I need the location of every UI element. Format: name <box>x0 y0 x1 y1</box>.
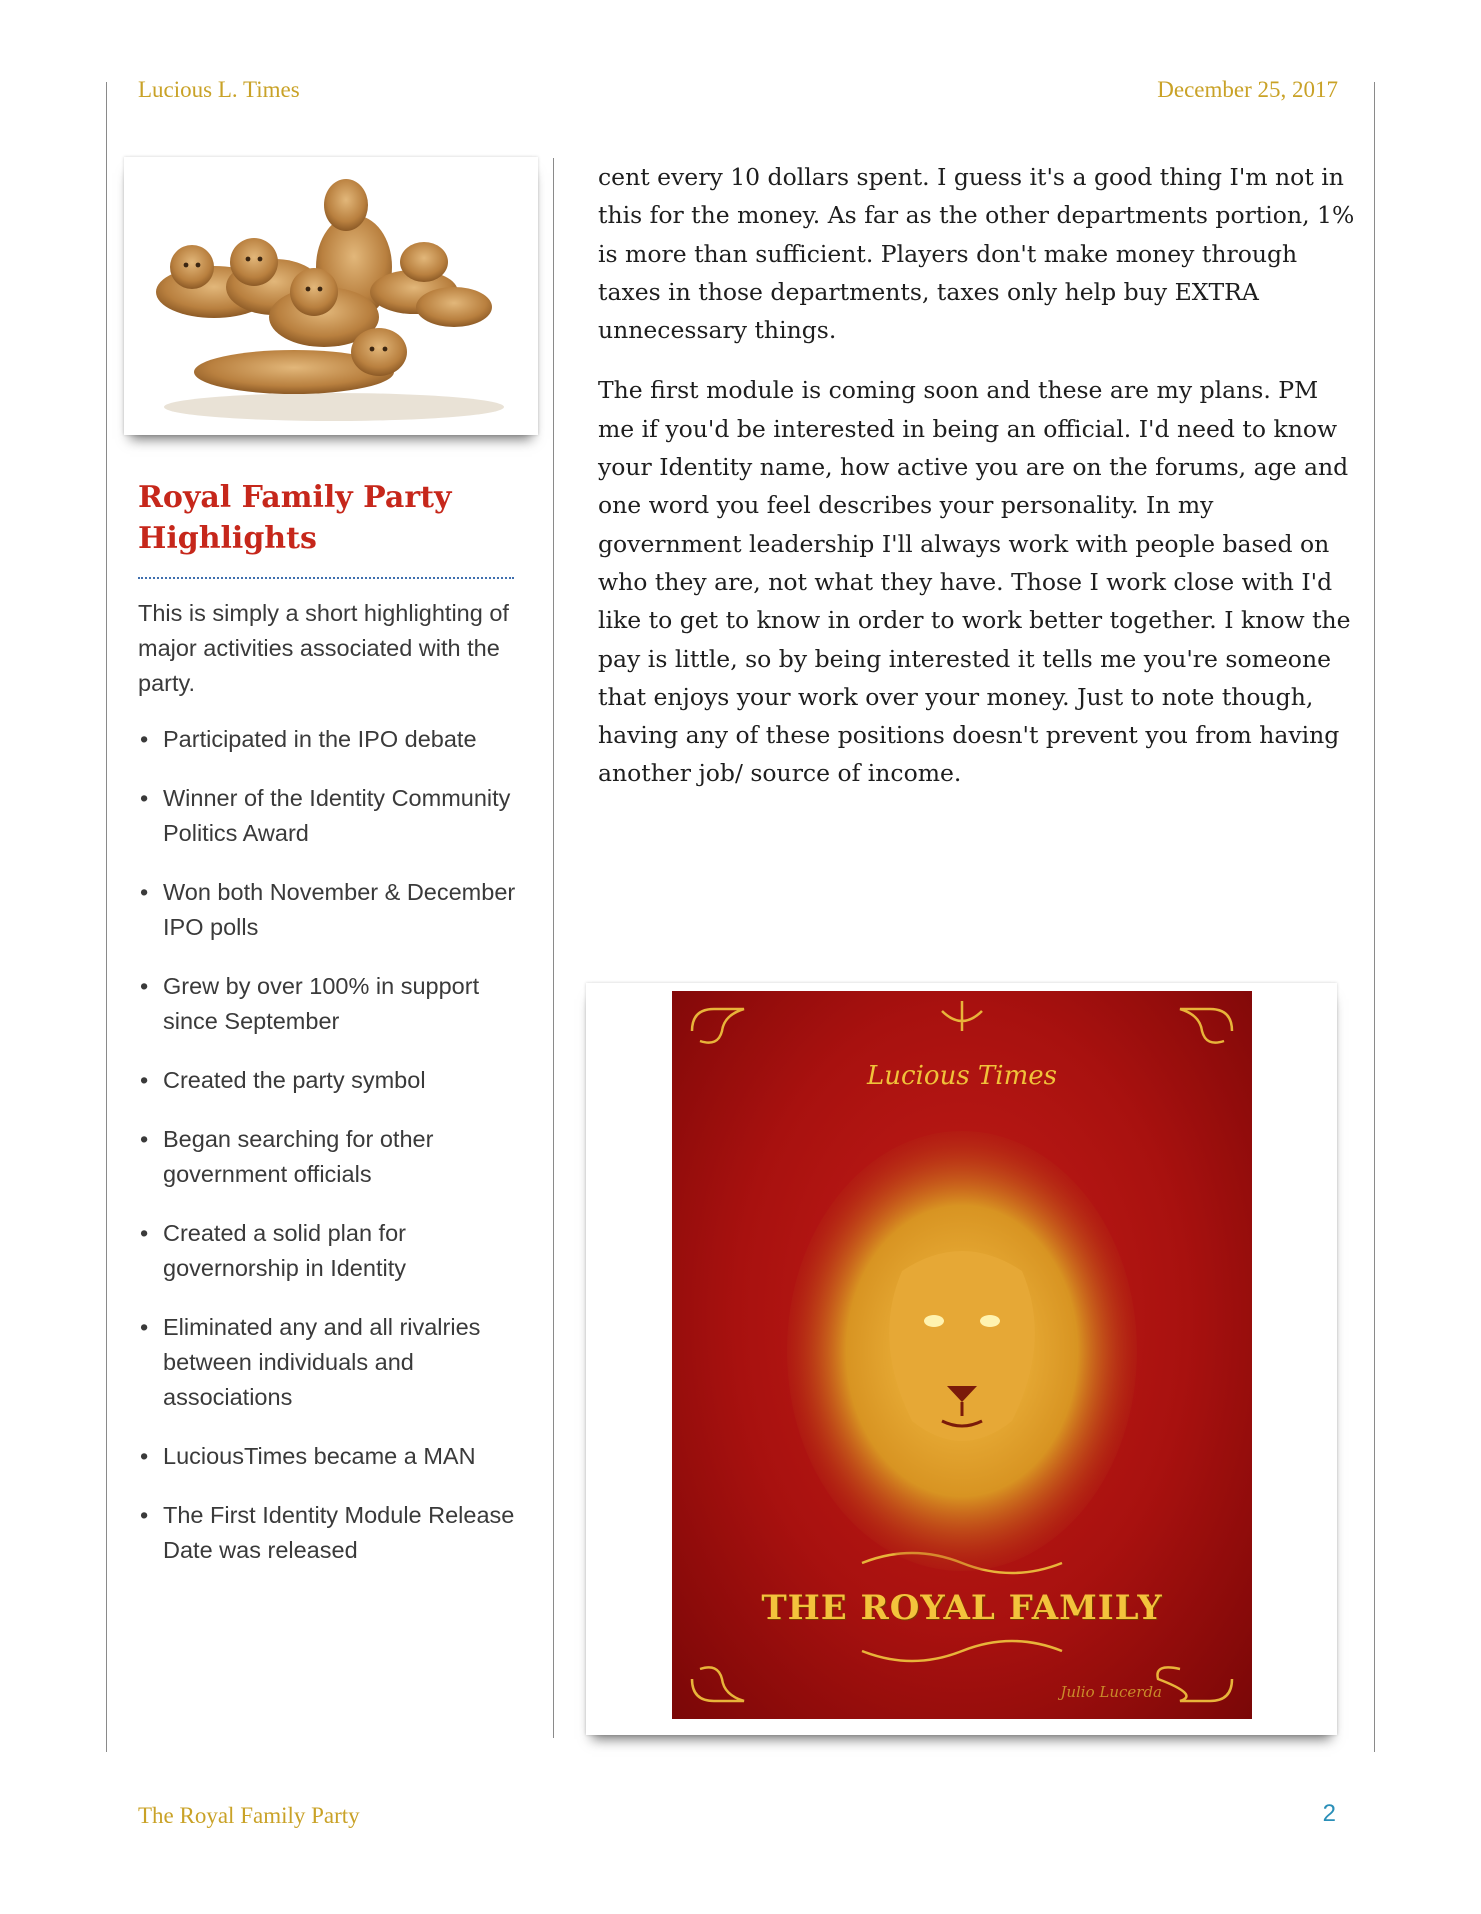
lion-cubs-illustration <box>124 157 538 435</box>
bullet-icon: • <box>140 726 149 752</box>
list-item-text: Created the party symbol <box>163 1067 426 1093</box>
header-author: Lucious L. Times <box>138 77 300 102</box>
sidebar-intro: This is simply a short highlighting of major activities associated with the party. <box>138 600 509 696</box>
bullet-icon: • <box>140 879 149 905</box>
header-date: December 25, 2017 <box>1157 77 1338 102</box>
list-item-text: Grew by over 100% in support since September <box>163 973 480 1034</box>
poster-brand: Lucious Times <box>867 1061 1057 1091</box>
bullet-icon: • <box>140 1443 149 1469</box>
bullet-icon: • <box>140 1126 149 1152</box>
list-item-text: Eliminated any and all rivalries between individuals and associations <box>163 1314 481 1410</box>
bullet-icon: • <box>140 785 149 811</box>
list-item-text: Created a solid plan for governorship in Identity <box>163 1220 406 1281</box>
list-item <box>138 722 528 757</box>
list-item-text: Won both November & December IPO polls <box>163 879 516 940</box>
bullet-icon: • <box>140 1314 149 1340</box>
list-item-text: LuciousTimes became a MAN <box>163 1443 476 1469</box>
list-item <box>138 969 528 1039</box>
list-item-text: Began searching for other government officials <box>163 1126 434 1187</box>
list-item-text: Winner of the Identity Community Politics Award <box>163 785 511 846</box>
list-item-text: The First Identity Module Release Date was released <box>163 1502 515 1563</box>
poster-title: THE ROYAL FAMILY <box>761 1588 1163 1628</box>
list-item <box>138 1216 528 1286</box>
list-item <box>138 1498 528 1568</box>
list-item-text: Participated in the IPO debate <box>163 726 477 752</box>
list-item <box>138 1063 528 1098</box>
list-item <box>138 1310 528 1415</box>
left-margin-rule <box>106 82 107 1752</box>
right-margin-rule <box>1374 82 1375 1752</box>
bullet-icon: • <box>140 1067 149 1093</box>
bullet-icon: • <box>140 1220 149 1246</box>
sidebar-title: Royal Family Party Highlights <box>138 480 452 556</box>
poster-signature: Julio Lucerda <box>1060 1683 1162 1701</box>
list-item <box>138 1122 528 1192</box>
list-item <box>138 1439 528 1474</box>
footer-party-name: The Royal Family Party <box>138 1803 360 1828</box>
poster-artwork <box>672 991 1252 1719</box>
lion-cubs-photo <box>124 157 538 435</box>
list-item <box>138 781 528 851</box>
royal-family-poster <box>586 983 1337 1735</box>
bullet-icon: • <box>140 1502 149 1528</box>
article-paragraph: cent every 10 dollars spent. I guess it's a good thing I'm not in this for the money. As far as the other departments portion, 1% is more than sufficient. Players don't make money through taxes in those departments, taxes only help buy EXTRA unnecessary things. <box>598 163 1355 345</box>
article-body <box>598 158 1358 815</box>
page-number: 2 <box>1322 1800 1336 1827</box>
list-item <box>138 875 528 945</box>
article-paragraph: The first module is coming soon and these are my plans. PM me if you'd be interested in being an official. I'd need to know your Identity name, how active you are on the forums, age and one word you feel describes your personality. In my government leadership I'll always work with people based on who they are, not what they have. Those I work close with I'd like to get to know in order to work better together. I know the pay is little, so by being interested it tells me you're someone that enjoys your work over your money. Just to note though, having any of these positions doesn't prevent you from having another job/ source of income. <box>598 376 1351 788</box>
title-divider <box>138 577 514 579</box>
bullet-icon: • <box>140 973 149 999</box>
column-divider-rule <box>553 158 554 1738</box>
highlights-list <box>138 722 528 1592</box>
